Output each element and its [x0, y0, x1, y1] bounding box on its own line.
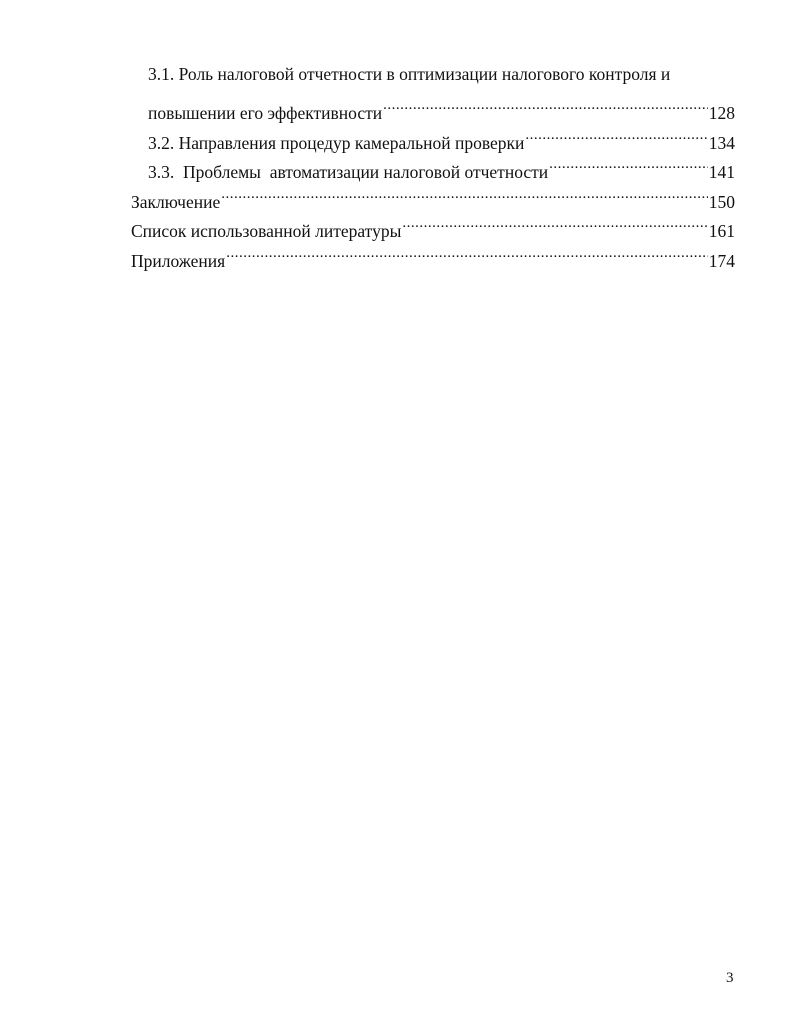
- toc-dot-leader: [402, 208, 707, 238]
- page-number: 3: [726, 970, 734, 986]
- toc-entry-conclusion[interactable]: [131, 178, 735, 212]
- toc-entry-title: Список использованной литературы: [131, 221, 402, 241]
- toc-entry-3-1-first-line: [131, 60, 735, 90]
- toc-dot-leader: [226, 237, 708, 267]
- toc-entry-title: 3.2. Направления процедур камеральной проверки: [148, 132, 525, 153]
- toc-entry-title: Заключение: [131, 191, 221, 212]
- toc-entry-title: 3.3. Проблемы автоматизации налоговой отчетности: [148, 162, 549, 182]
- toc-entry-page: 128: [708, 103, 735, 123]
- table-of-contents: [131, 60, 735, 271]
- toc-entry-page: 134: [708, 132, 735, 153]
- toc-dot-leader: [221, 178, 708, 208]
- toc-entry-3-1[interactable]: [131, 90, 735, 123]
- toc-entry-page: 150: [708, 191, 735, 212]
- toc-dot-leader: [525, 119, 707, 149]
- toc-entry-page: 174: [708, 250, 735, 271]
- toc-entry-page: 141: [708, 162, 735, 182]
- toc-entry-title: 3.1. Роль налоговой отчетности в оптимизации налогового контроля и: [148, 64, 671, 84]
- toc-entry-title: повышении его эффективности: [148, 103, 383, 123]
- toc-dot-leader: [549, 149, 708, 179]
- toc-entry-page: 161: [708, 221, 735, 241]
- toc-entry-references[interactable]: [131, 208, 735, 241]
- toc-dot-leader: [383, 90, 708, 120]
- toc-entry-title: Приложения: [131, 250, 226, 271]
